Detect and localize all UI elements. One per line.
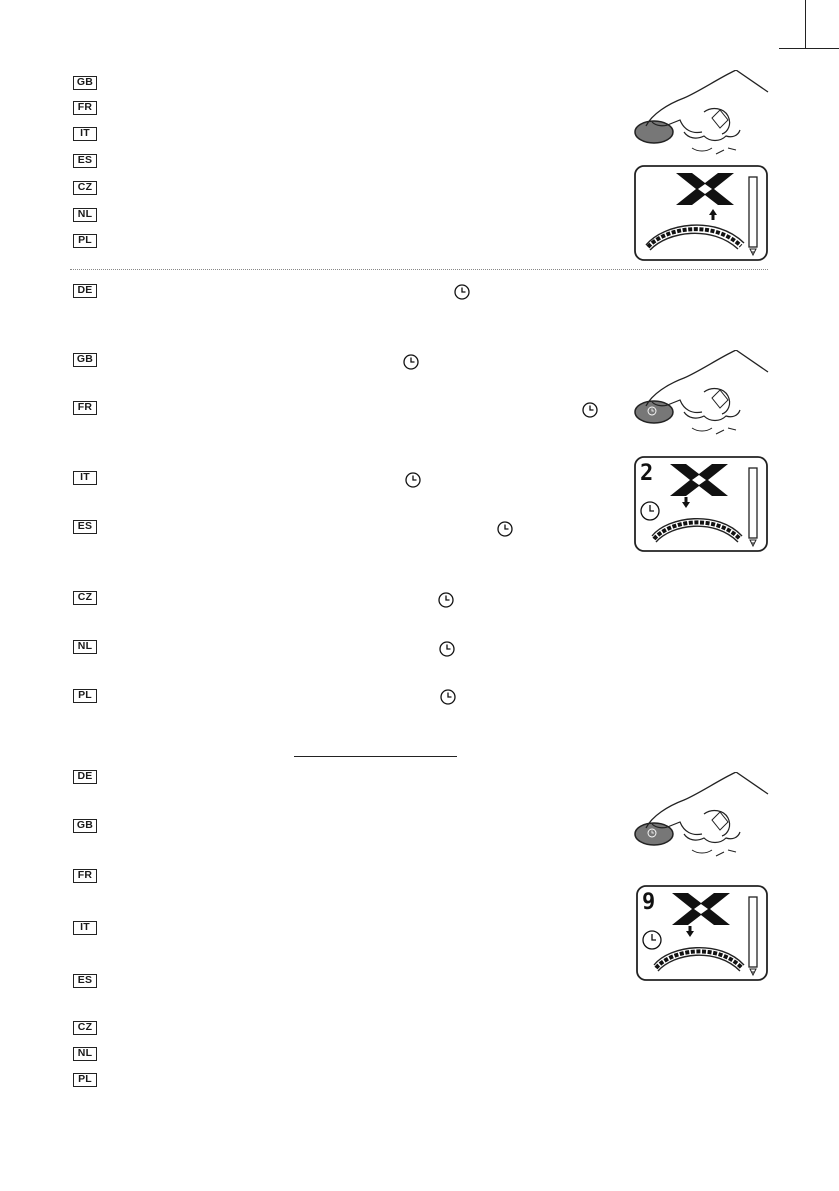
lang-tag-nl: NL	[73, 1047, 97, 1061]
lang-tag-it: IT	[73, 127, 97, 141]
lcd-display-panel	[634, 456, 768, 552]
lang-tag-es: ES	[73, 154, 97, 168]
lang-tag-cz: CZ	[73, 591, 97, 605]
crop-mark-vertical	[805, 0, 806, 48]
lang-tag-nl: NL	[73, 208, 97, 222]
lang-tag-gb: GB	[73, 76, 97, 90]
hand-pressing-button-icon	[632, 70, 772, 160]
timer-digit: 2	[640, 461, 654, 486]
lang-tag-es: ES	[73, 520, 97, 534]
clock-icon	[454, 284, 470, 300]
clock-icon	[497, 521, 513, 537]
lang-tag-gb: GB	[73, 819, 97, 833]
timer-digit: 9	[642, 890, 656, 915]
lang-tag-de: DE	[73, 770, 97, 784]
hand-pressing-button-icon	[632, 350, 772, 440]
level-bar	[749, 468, 757, 546]
clock-icon	[438, 592, 454, 608]
section-divider	[70, 269, 768, 270]
lang-tag-gb: GB	[73, 353, 97, 367]
clock-icon	[405, 472, 421, 488]
lang-tag-fr: FR	[73, 101, 97, 115]
lang-tag-cz: CZ	[73, 1021, 97, 1035]
hand-pressing-button-icon	[632, 772, 772, 862]
clock-icon	[403, 354, 419, 370]
clock-icon	[440, 689, 456, 705]
lang-tag-it: IT	[73, 471, 97, 485]
lcd-display-panel	[634, 165, 768, 261]
lang-tag-de: DE	[73, 284, 97, 298]
level-bar	[749, 177, 757, 255]
lang-tag-pl: PL	[73, 689, 97, 703]
lang-tag-it: IT	[73, 921, 97, 935]
clock-icon	[582, 402, 598, 418]
lang-tag-fr: FR	[73, 869, 97, 883]
lang-tag-cz: CZ	[73, 181, 97, 195]
clock-icon	[439, 641, 455, 657]
lang-tag-es: ES	[73, 974, 97, 988]
lang-tag-pl: PL	[73, 1073, 97, 1087]
lang-tag-fr: FR	[73, 401, 97, 415]
crop-mark-horizontal	[779, 48, 839, 49]
lang-tag-nl: NL	[73, 640, 97, 654]
lang-tag-pl: PL	[73, 234, 97, 248]
level-bar	[749, 897, 757, 975]
underline-rule	[294, 756, 457, 757]
lcd-display-panel	[636, 885, 768, 981]
